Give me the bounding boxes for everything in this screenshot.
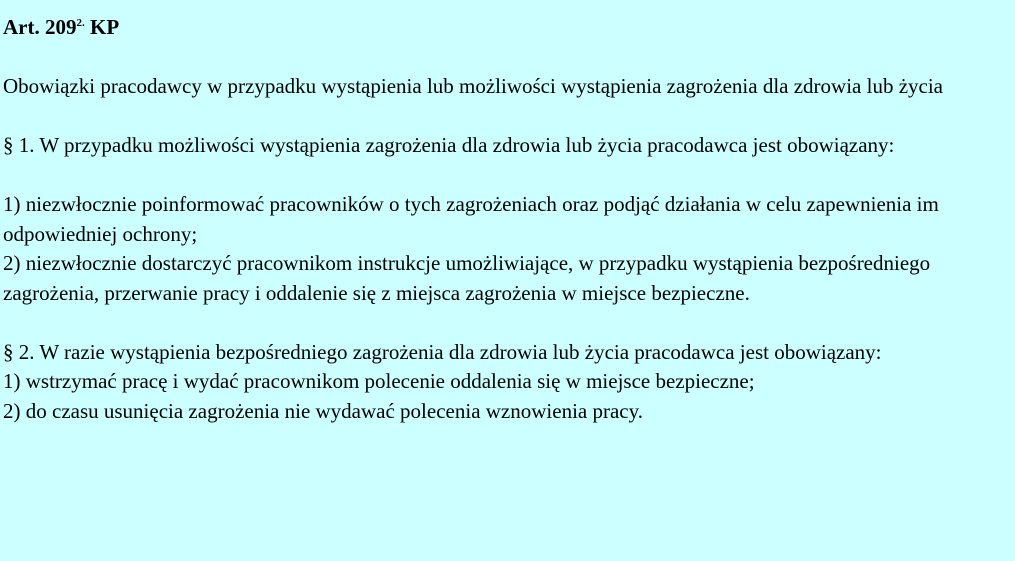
section-2-intro: § 2. W razie wystąpienia bezpośredniego zagrożenia dla zdrowia lub życia pracodawca jest obowiązany: (3, 339, 882, 364)
section-2-item-2: 2) do czasu usunięcia zagrożenia nie wydawać polecenia wznowienia pracy. (3, 398, 643, 423)
article-title-superscript: 2. (76, 17, 85, 29)
spacer (3, 308, 1015, 338)
article-title-suffix: KP (84, 15, 120, 39)
section-1-intro: § 1. W przypadku możliwości wystąpienia zagrożenia dla zdrowia lub życia pracodawca jest obowiązany: (3, 133, 895, 157)
section-2-item-1: 1) wstrzymać pracę i wydać pracownikom polecenie oddalenia się w miejsce bezpieczne; (3, 369, 755, 393)
article-title (3, 13, 1015, 43)
section-1-item-2: 2) niezwłocznie dostarczyć pracownikom instrukcje umożliwiające, w przypadku wystąpienia bezpośredniego zagrożenia, przerwanie pracy i oddalenie się z miejsca zagrożenia w miejsce bezpieczne. (3, 251, 931, 305)
article-heading: Obowiązki pracodawcy w przypadku wystąpienia lub możliwości wystąpienia zagrożenia dla zdrowia lub życia (3, 74, 943, 98)
spacer (3, 161, 1015, 191)
spacer (3, 102, 1015, 132)
spacer (3, 43, 1015, 73)
article-title-prefix: Art. 209 (3, 15, 77, 39)
section-1-item-1: 1) niezwłocznie poinformować pracowników o tych zagrożeniach oraz podjąć działania w celu zapewnienia im odpowiedniej ochrony; (3, 192, 939, 246)
